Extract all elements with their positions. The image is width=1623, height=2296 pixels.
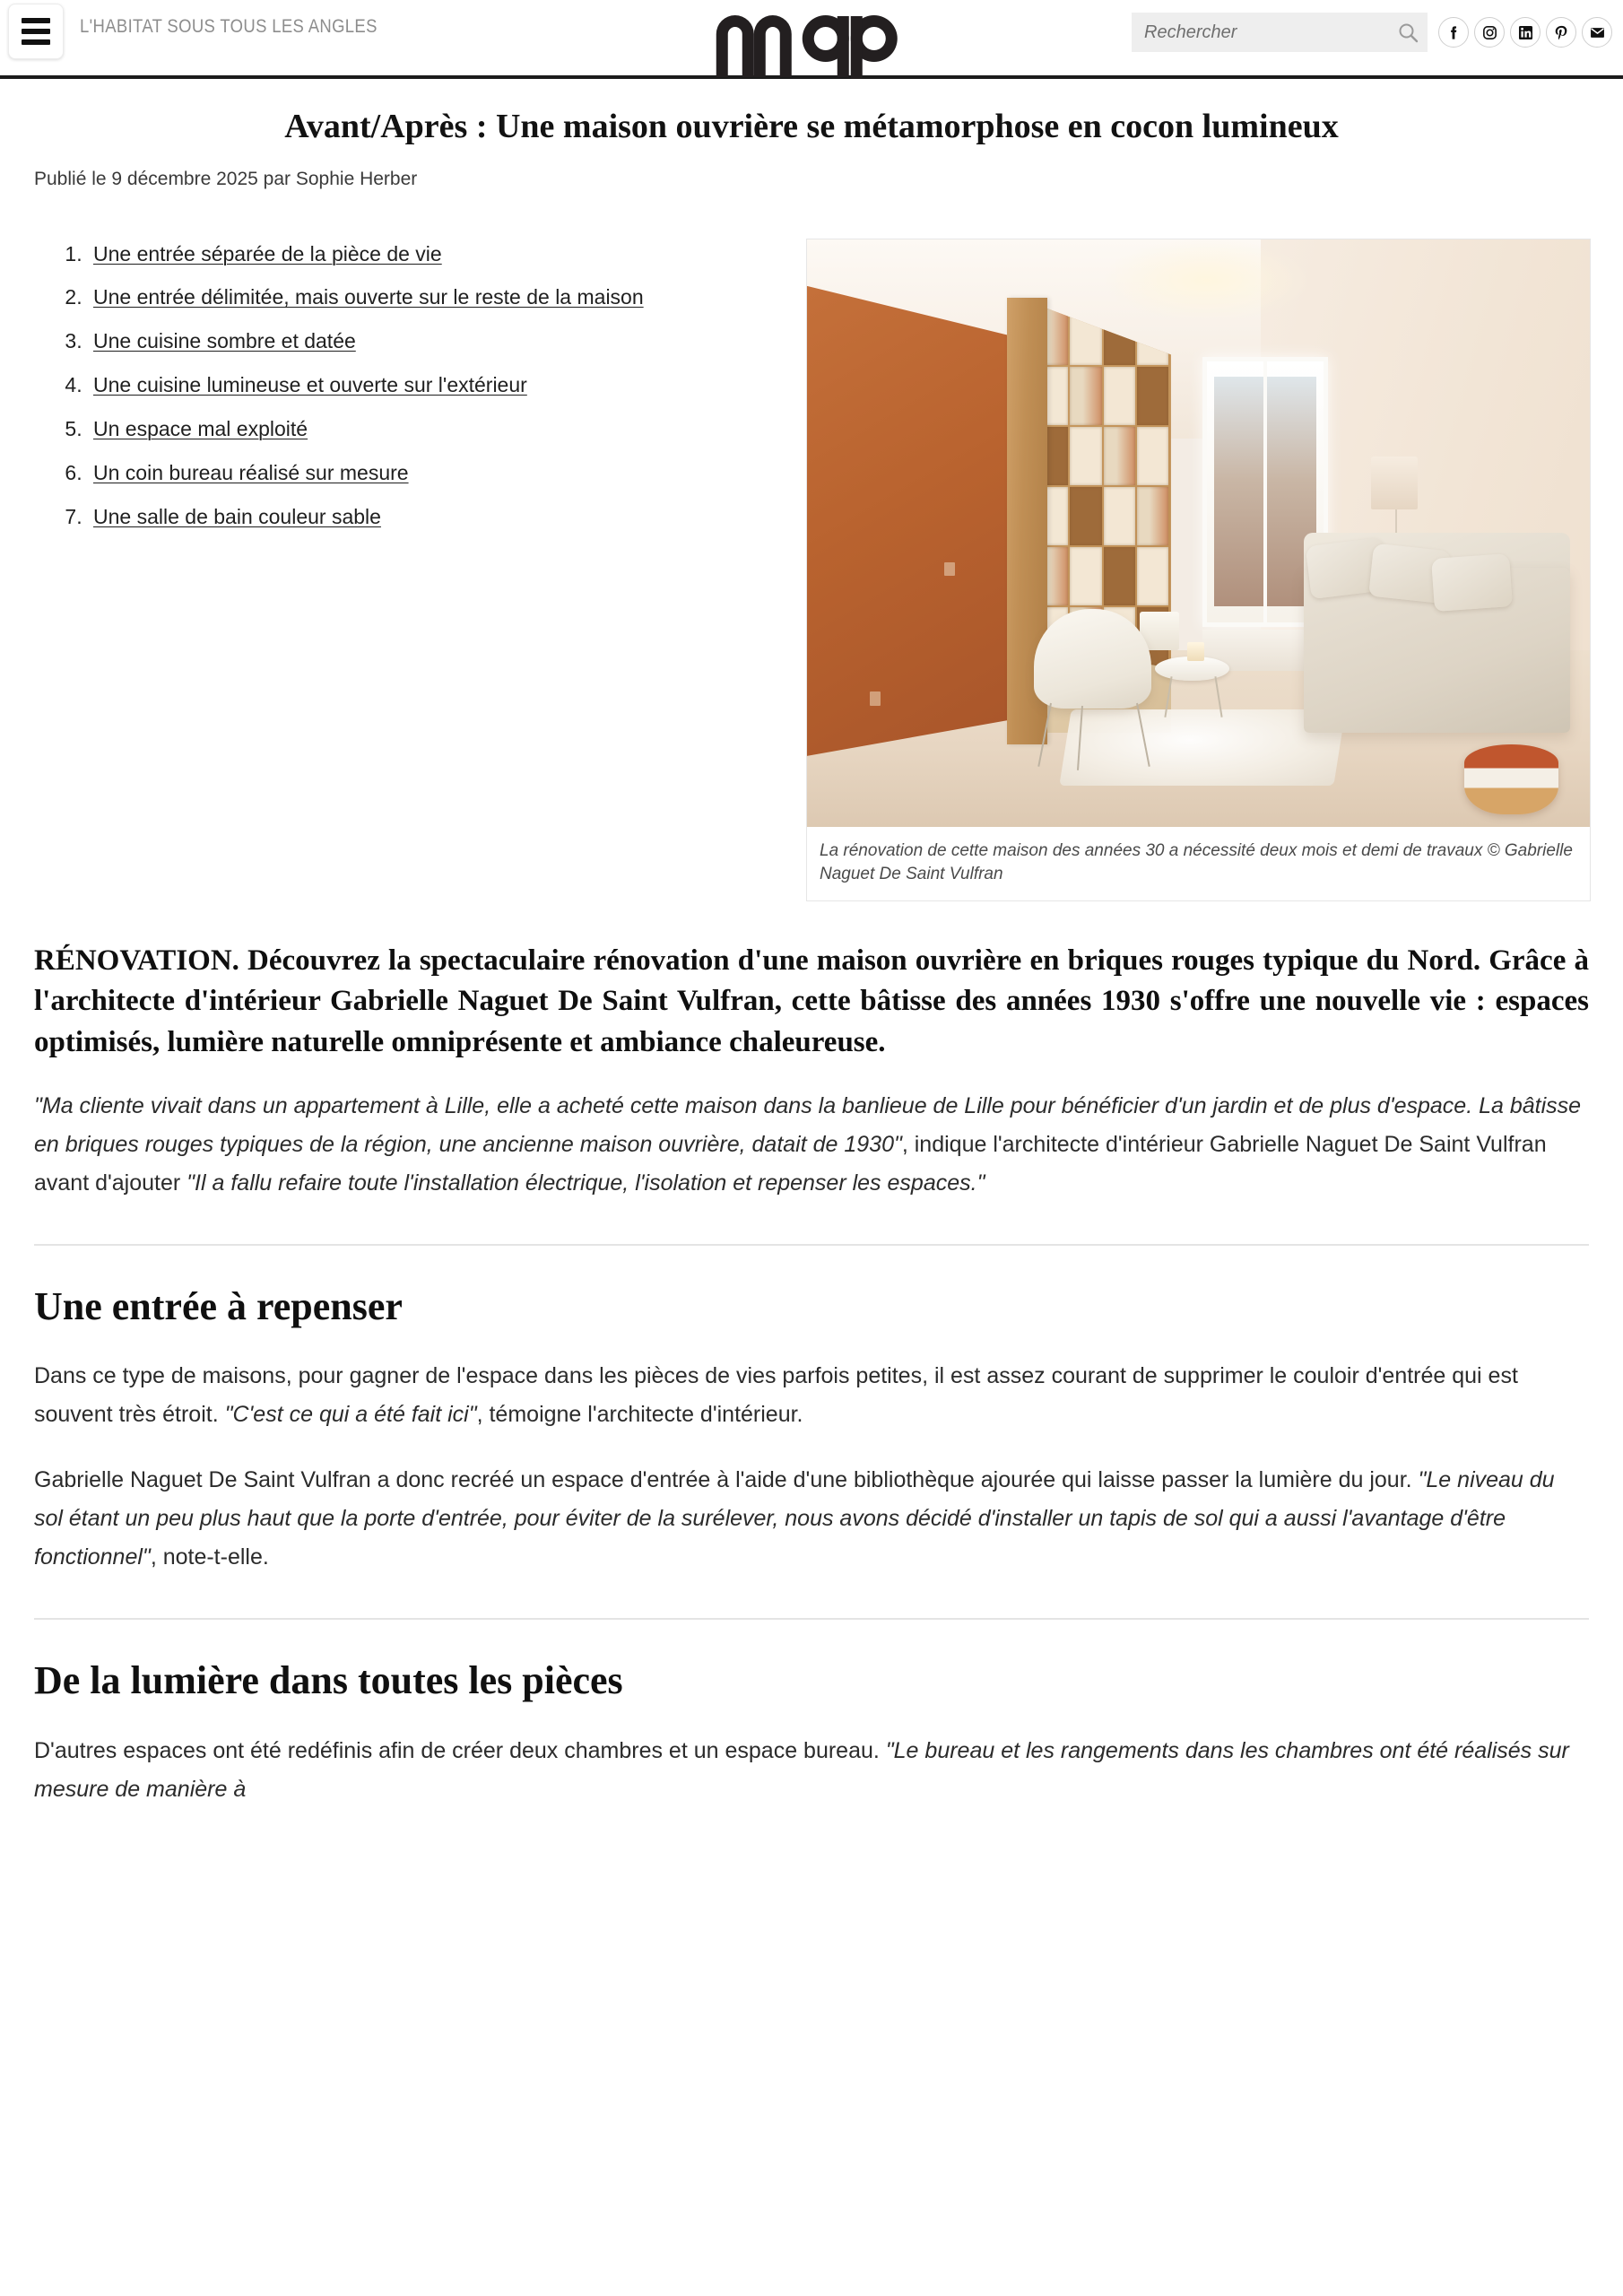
toc-link-7[interactable]: Une salle de bain couleur sable — [93, 505, 381, 529]
s1p1-text-1: Dans ce type de maisons, pour gagner de l'espace dans les pièces de vies parfois petites, il est assez courant de supprimer le couloir d'entrée qui est souvent très étroit. — [34, 1363, 1518, 1428]
site-header — [0, 0, 1623, 79]
social-link-facebook[interactable] — [1438, 17, 1469, 48]
article-lede: RÉNOVATION. Découvrez la spectaculaire rénovation d'une maison ouvrière en briques rouges typique du Nord. Grâce à l'architecte d'intérieur Gabrielle Naguet De Saint Vulfran, cette bâtisse des années 1930 s'offre une nouvelle vie : espaces optimisés, lumière naturelle omniprésente et ambiance chaleureuse. — [34, 944, 1589, 1058]
section-divider-1 — [34, 1244, 1589, 1246]
photo-cushion-3 — [1431, 553, 1513, 612]
social-link-instagram[interactable] — [1474, 17, 1505, 48]
search-icon — [1397, 22, 1419, 43]
photo-basket — [1464, 744, 1558, 815]
list-item — [88, 501, 770, 533]
article-byline: Publié le 9 décembre 2025 par Sophie Herber — [34, 168, 418, 189]
search-button[interactable] — [1395, 20, 1420, 45]
list-item — [88, 370, 770, 401]
pinterest-icon — [1553, 24, 1570, 41]
photo-ceiling-light — [1105, 239, 1308, 322]
s1p1-text-2: , témoigne l'architecte d'intérieur. — [476, 1402, 803, 1428]
menu-button[interactable] — [8, 4, 64, 59]
article-body — [32, 941, 1591, 1809]
hamburger-bar-2 — [22, 29, 50, 34]
list-item — [88, 239, 770, 270]
toc-link-4[interactable]: Une cuisine lumineuse et ouverte sur l'extérieur — [93, 373, 527, 397]
header-tools — [1132, 13, 1612, 52]
page-title: Avant/Après : Une maison ouvrière se métamorphose en cocon lumineux — [284, 108, 1339, 145]
hamburger-bar-3 — [22, 39, 50, 45]
social-link-pinterest[interactable] — [1546, 17, 1576, 48]
section-1-paragraph-1 — [34, 1357, 1589, 1434]
section-divider-2 — [34, 1618, 1589, 1620]
toc-link-1[interactable]: Une entrée séparée de la pièce de vie — [93, 241, 442, 265]
table-of-contents — [32, 239, 770, 546]
photo-candle — [1187, 642, 1204, 661]
figure-caption: La rénovation de cette maison des années 30 a nécessité deux mois et demi de travaux © Gabrielle Naguet De Saint Vulfran — [820, 840, 1573, 883]
s2p1-text-1: D'autres espaces ont été redéfinis afin de créer deux chambres et un espace bureau. — [34, 1738, 886, 1764]
site-tagline: L'HABITAT SOUS TOUS LES ANGLES — [80, 16, 378, 37]
map-logo-icon — [713, 0, 903, 79]
s1p1-quote: "C'est ce qui a été fait ici" — [224, 1402, 477, 1428]
list-item — [88, 282, 770, 313]
list-item — [88, 413, 770, 445]
article — [0, 106, 1623, 1809]
section-heading-1: Une entrée à repenser — [34, 1283, 403, 1328]
intro-quote-part-1: "Ma cliente vivait dans un appartement à Lille, elle a acheté cette maison dans la banlieue de Lille pour bénéficier d'un jardin et de plus d'espace. La bâtisse en briques rouges typiques de la région, une ancienne maison ouvrière, datait de 1930" — [34, 1092, 1582, 1157]
s2p1-quote: "Le bureau et les rangements dans les chambres ont été réalisés sur mesure de manière à — [34, 1738, 1569, 1803]
article-top-block — [32, 239, 1591, 901]
facebook-icon — [1445, 24, 1462, 41]
lead-figure — [806, 239, 1591, 901]
toc-link-6[interactable]: Un coin bureau réalisé sur mesure — [93, 461, 409, 485]
intro-quote-part-2: , indique l'architecte d'intérieur Gabrielle Naguet De Saint Vulfran avant d'ajouter — [34, 1131, 1547, 1196]
email-icon — [1589, 24, 1606, 41]
linkedin-icon — [1517, 24, 1534, 41]
s1p2-text-1: Gabrielle Naguet De Saint Vulfran a donc recréé un espace d'entrée à l'aide d'une bibliothèque ajourée qui laisse passer la lumière du jour. — [34, 1467, 1419, 1493]
search-input[interactable] — [1132, 13, 1428, 52]
intro-quote-part-3: "Il a fallu refaire toute l'installation électrique, l'isolation et repenser les espaces." — [187, 1170, 985, 1196]
photo-wall-outlet-2 — [870, 691, 881, 706]
social-links — [1438, 17, 1612, 48]
hamburger-bar-1 — [22, 18, 50, 23]
photo-terracotta-wall — [807, 286, 1019, 756]
s1p2-quote: "Le niveau du sol étant un peu plus haut que la porte d'entrée, pour éviter de la surélever, nous avons décidé d'installer un tapis de sol qui a aussi l'avantage d'être fonctionnel" — [34, 1467, 1555, 1570]
search-box[interactable] — [1132, 13, 1428, 52]
photo-armchair — [1034, 609, 1151, 709]
social-link-linkedin[interactable] — [1510, 17, 1541, 48]
intro-quote-paragraph — [34, 1087, 1589, 1203]
toc-link-2[interactable]: Une entrée délimitée, mais ouverte sur le reste de la maison — [93, 285, 644, 309]
photo-window-mullion — [1263, 361, 1267, 622]
photo-wall-outlet — [944, 562, 955, 577]
section-1-paragraph-2 — [34, 1461, 1589, 1577]
list-item — [88, 457, 770, 489]
instagram-icon — [1481, 24, 1498, 41]
section-2-paragraph-1 — [34, 1732, 1589, 1809]
section-heading-2: De la lumière dans toutes les pièces — [34, 1658, 623, 1703]
site-logo[interactable] — [713, 0, 903, 79]
photo-floor-lamp-shade — [1371, 457, 1418, 509]
toc-link-3[interactable]: Une cuisine sombre et datée — [93, 329, 356, 353]
s1p2-text-2: , note-t-elle. — [150, 1544, 269, 1570]
photo-rug — [1059, 709, 1345, 786]
list-item — [88, 326, 770, 357]
social-link-email[interactable] — [1582, 17, 1612, 48]
lead-photo — [807, 239, 1590, 827]
toc-link-5[interactable]: Un espace mal exploité — [93, 417, 308, 441]
